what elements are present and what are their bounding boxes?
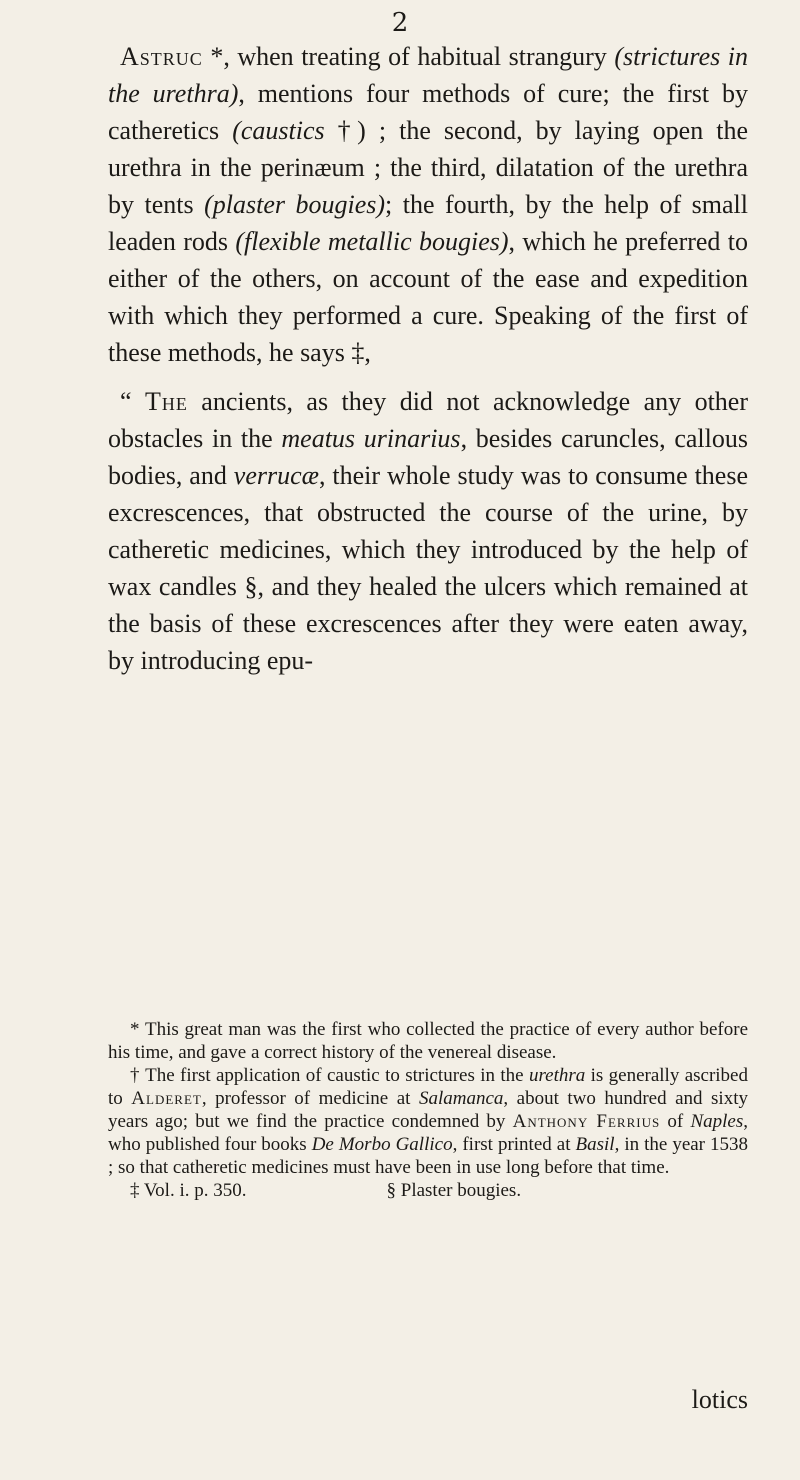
catchword: lotics	[691, 1385, 748, 1414]
text-run: , their whole study was to consume these excrescences, that obstructed the course of the urine, by catheretic medicines, which they introduced by the help of wax candles §, and they healed the ulcers which remained at the basis of these excrescences after they were eaten away, by introducing epu-	[108, 461, 749, 675]
paragraph-quotation	[108, 383, 748, 679]
text-run: , professor of medicine at	[201, 1088, 419, 1109]
italic-run: De Morbo Gallico	[311, 1134, 453, 1155]
footnote-1: * This great man was the first who collected the practice of every author before his time, and gave a correct history of the venereal disease.	[108, 1019, 748, 1063]
open-quote: “	[120, 387, 145, 416]
page-number: 2	[391, 8, 409, 38]
text-run: The	[144, 387, 188, 416]
author-name: Astruc	[120, 42, 203, 71]
text-run: ; the fourth, by the help of small leaden rods	[108, 190, 749, 256]
text-run: , who published four books	[108, 1111, 748, 1155]
italic-run: Salamanca	[418, 1088, 504, 1109]
italic-run: meatus urinarius	[281, 424, 461, 453]
footnotes	[108, 1018, 748, 1202]
italic-run: urethra	[528, 1065, 586, 1086]
footnote-2	[108, 1064, 748, 1179]
italic-run: verrucæ	[233, 461, 319, 490]
text-run: , first printed at	[452, 1134, 576, 1155]
main-text	[108, 38, 748, 691]
text-run: , mentions four methods of cure; the first by catheretics	[108, 79, 748, 145]
text-run: of	[660, 1111, 691, 1132]
italic-run: (plaster bougies)	[204, 190, 386, 219]
person-name: Anthony Ferrius	[512, 1111, 661, 1132]
italic-run: Basil	[575, 1134, 615, 1155]
text-run: ancients, as they did not acknowledge any other obstacles in the	[108, 387, 748, 453]
text-run: , besides caruncles, callous bodies, and	[108, 424, 748, 490]
text-run: †) ; the second, by laying open the urethra in the perinæum ; the third, dilatation of the urethra by tents	[108, 116, 748, 219]
italic-run: (strictures in the urethra)	[108, 42, 748, 108]
text-run: , which he preferred to either of the others, on account of the ease and expedition with which they performed a cure. Speaking of the first of these methods, he says ‡,	[108, 227, 749, 367]
footnote-4: § Plaster bougies.	[386, 1180, 522, 1201]
text-run: † The first application of caustic to strictures in the	[130, 1065, 529, 1086]
text-run: is generally ascribed to	[108, 1065, 748, 1109]
text-run: *, when treating of habitual strangury	[202, 42, 615, 71]
italic-run: (flexible metallic bougies)	[235, 227, 509, 256]
italic-run: (caustics	[232, 116, 325, 145]
text-run: , about two hundred and sixty years ago; but we find the practice condemned by	[108, 1088, 748, 1132]
footnote-line-3-4	[108, 1179, 748, 1202]
paragraph-astruc	[108, 38, 748, 371]
footnote-3: ‡ Vol. i. p. 350.	[130, 1180, 247, 1201]
text-run: , in the year 1538 ; so that catheretic medicines must have been in use long before that time.	[108, 1134, 749, 1178]
person-name: Alderet	[131, 1088, 202, 1109]
italic-run: Naples	[690, 1111, 744, 1132]
